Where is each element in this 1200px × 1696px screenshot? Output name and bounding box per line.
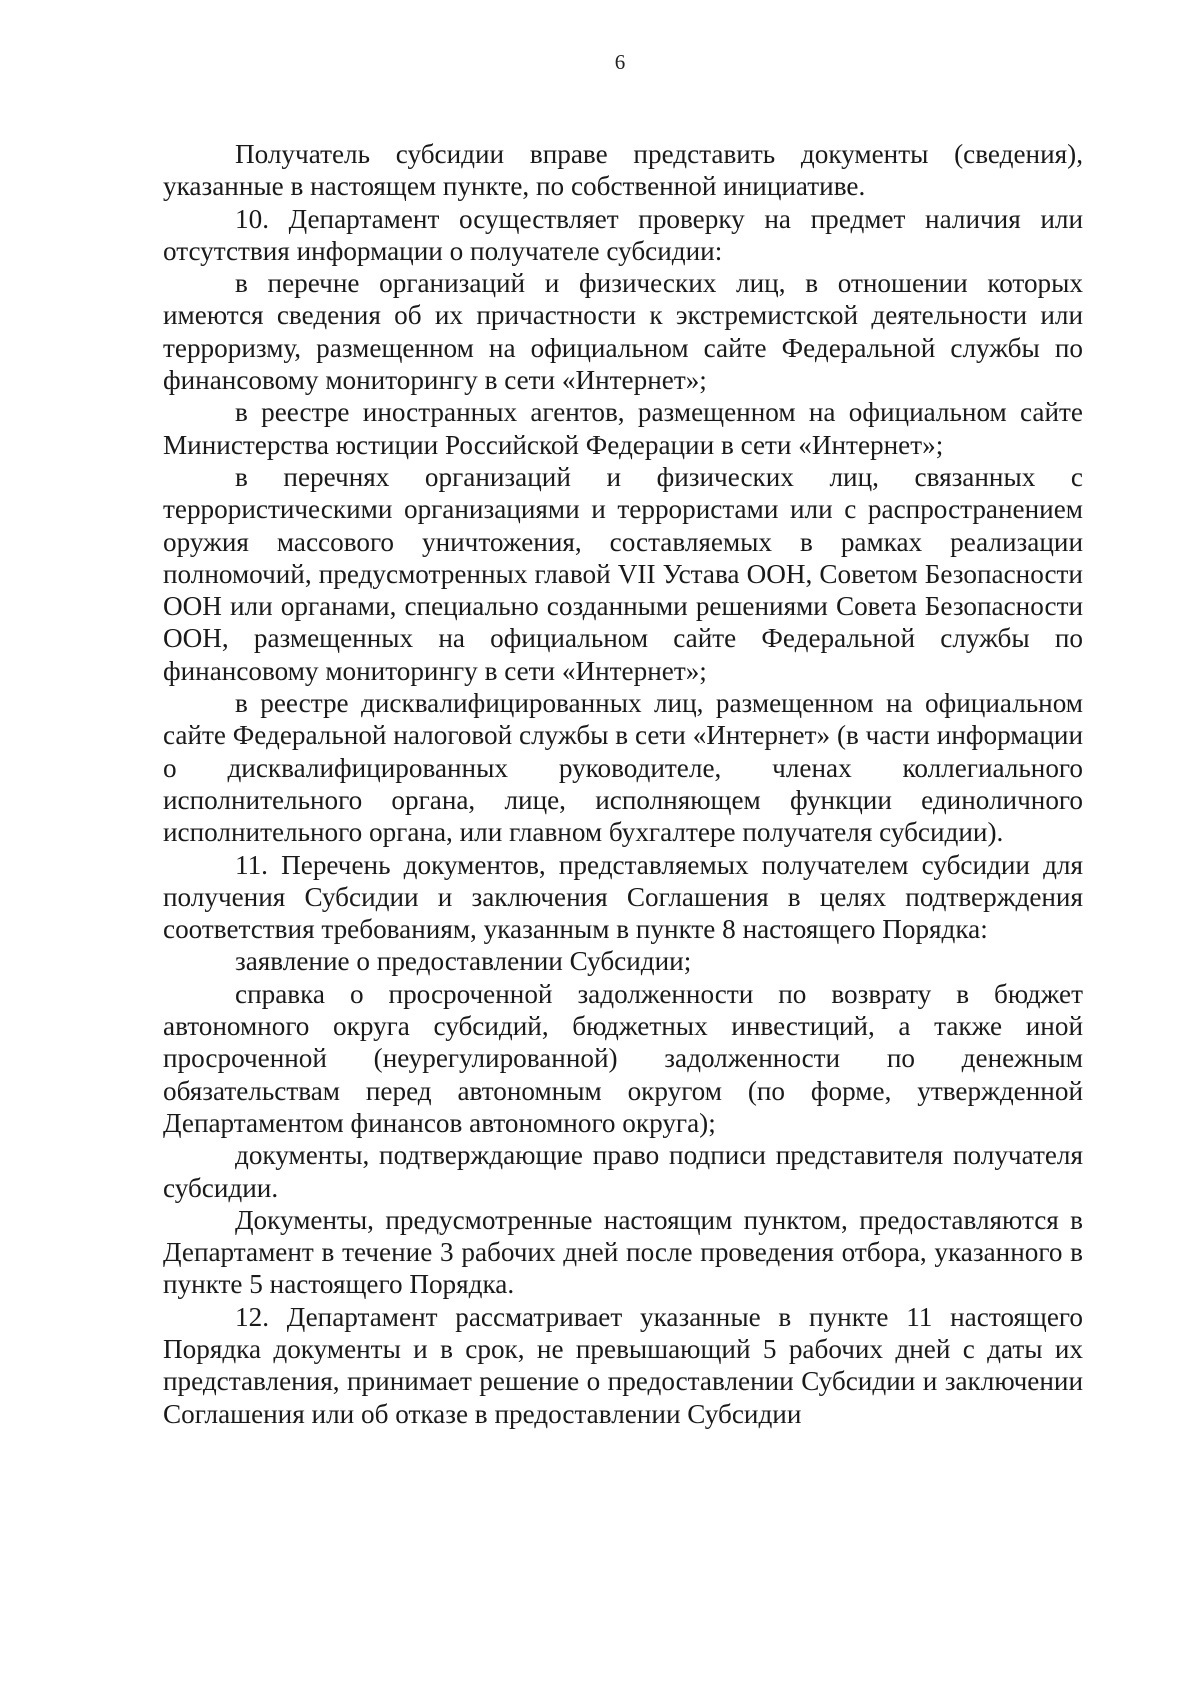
paragraph-item-12: 12. Департамент рассматривает указанные в пункте 11 настоящего Порядка документы и в срок, не превышающий 5 рабочих дней с даты их представления, принимает решение о предоставлении Субсидии и заключении Соглашения или об отказе в предоставлении Субсидии xyxy=(163,1301,1083,1429)
paragraph-item-10: 10. Департамент осуществляет проверку на предмет наличия или отсутствия информации о получателе субсидии: xyxy=(163,203,1083,266)
paragraph-extremism-list: в перечне организаций и физических лиц, в отношении которых имеются сведения об их причастности к экстремистской деятельности или терроризму, размещенном на официальном сайте Федеральной службы по финансовому мониторингу в сети «Интернет»; xyxy=(163,268,1083,396)
paragraph-overdue-debt-certificate: справка о просроченной задолженности по возврату в бюджет автономного округа субсидий, бюджетных инвестиций, а также иной просроченной (неурегулированной) задолженности по денежным обязательствам перед автономным округом (по форме, утвержденной Департаментом финансов автономного округа); xyxy=(163,978,1083,1138)
paragraph-un-lists: в перечнях организаций и физических лиц, связанных с террористическими организациями и террористами или с распространением оружия массового уничтожения, составляемых в рамках реализации полномочий, предусмотренных главой VII Устава ООН, Советом Безопасности ООН или органами, специально созданными решениями Совета Безопасности ООН, размещенных на официальном сайте Федеральной службы по финансовому мониторингу в сети «Интернет»; xyxy=(163,461,1083,686)
paragraph-item-11: 11. Перечень документов, представляемых получателем субсидии для получения Субсидии и заключения Соглашения в целях подтверждения соответствия требованиям, указанным в пункте 8 настоящего Порядка: xyxy=(163,849,1083,945)
paragraph-recipient-initiative: Получатель субсидии вправе представить документы (сведения), указанные в настоящем пункте, по собственной инициативе. xyxy=(163,139,1083,202)
paragraph-disqualified-registry: в реестре дисквалифицированных лиц, размещенном на официальном сайте Федеральной налоговой службы в сети «Интернет» (в части информации о дисквалифицированных руководителе, членах коллегиального исполнительного органа, лице, исполняющем функции единоличного исполнительного органа, или главном бухгалтере получателя субсидии). xyxy=(163,688,1083,848)
page-number: 6 xyxy=(614,50,626,74)
paragraph-signature-documents: документы, подтверждающие право подписи представителя получателя субсидии. xyxy=(163,1140,1083,1203)
paragraph-foreign-agents-registry: в реестре иностранных агентов, размещенном на официальном сайте Министерства юстиции Российской Федерации в сети «Интернет»; xyxy=(163,397,1083,460)
document-body xyxy=(163,138,1083,1430)
paragraph-application: заявление о предоставлении Субсидии; xyxy=(235,946,692,977)
paragraph-submission-deadline: Документы, предусмотренные настоящим пунктом, предоставляются в Департамент в течение 3 рабочих дней после проведения отбора, указанного в пункте 5 настоящего Порядка. xyxy=(163,1204,1083,1300)
